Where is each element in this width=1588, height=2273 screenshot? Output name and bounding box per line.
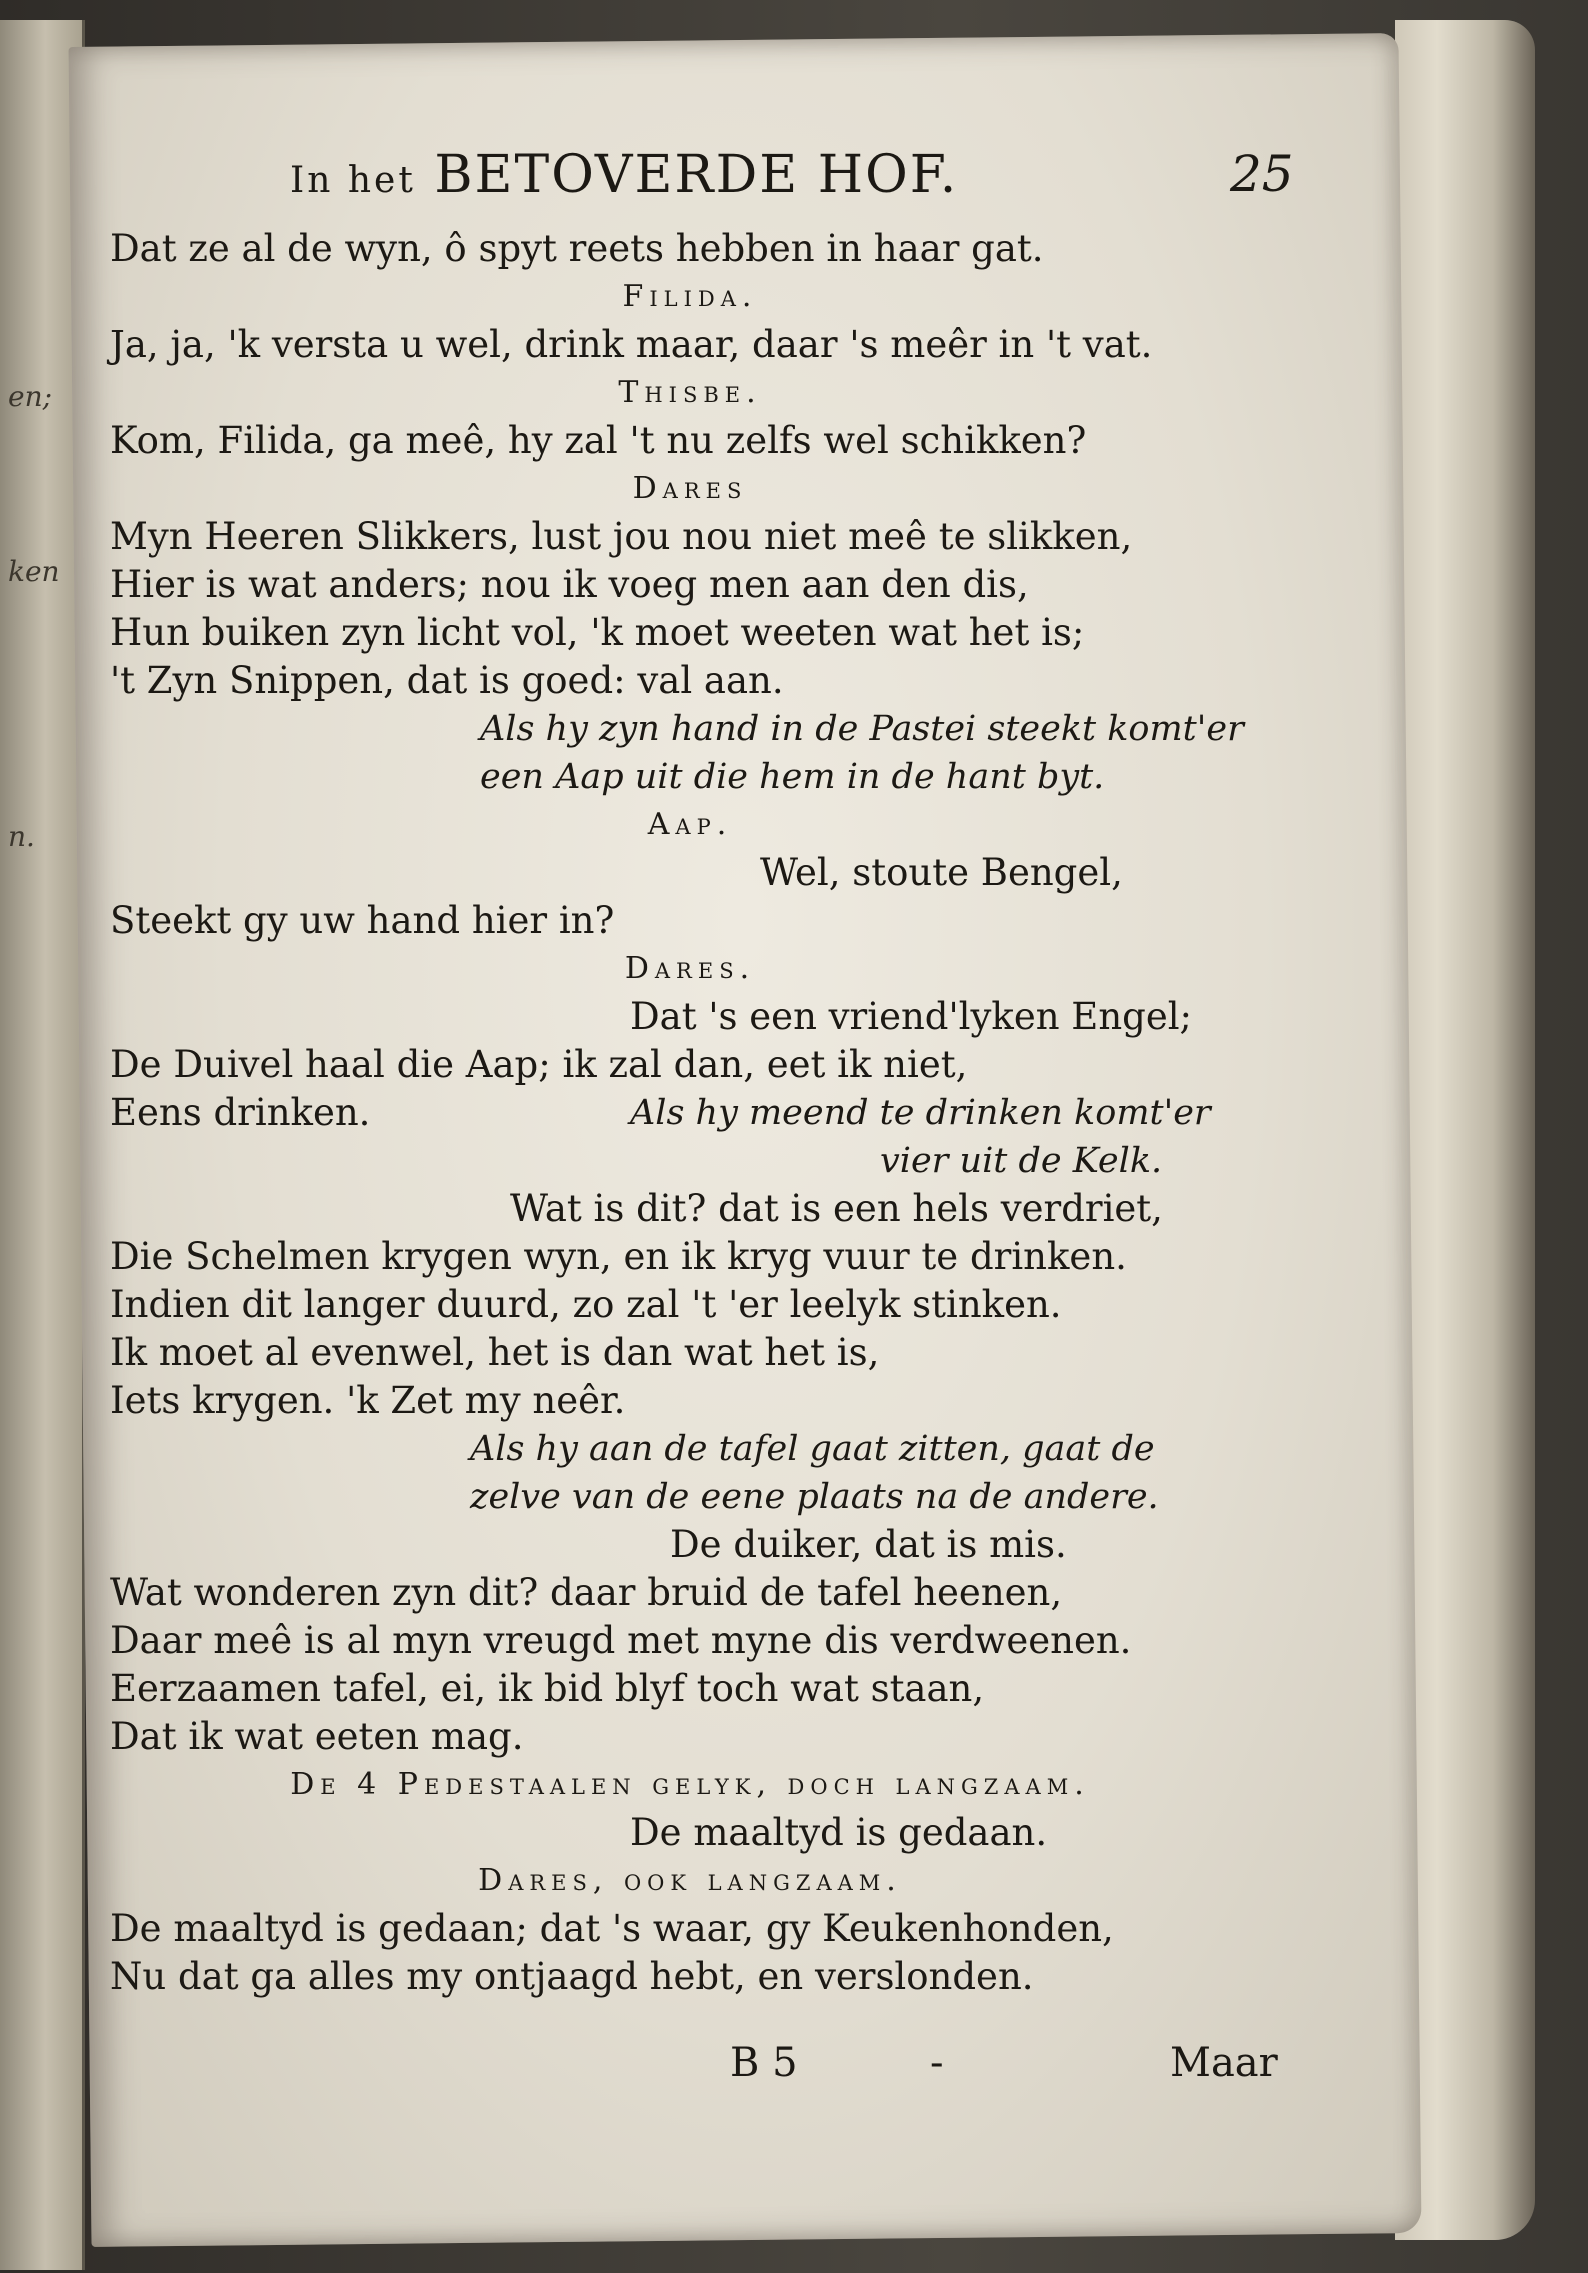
running-head-prefix: In het <box>290 160 416 201</box>
verse-line: Hun buiken zyn licht vol, 'k moet weeten wat het is; <box>110 611 1085 654</box>
verse-line: De duiker, dat is mis. <box>670 1523 1067 1566</box>
page-header <box>190 145 1310 215</box>
speaker-name: De 4 Pedestaalen gelyk, doch langzaam. <box>290 1767 1090 1802</box>
stage-direction: vier uit de Kelk. <box>880 1141 1163 1181</box>
verse-line: Steekt gy uw hand hier in? <box>110 899 615 942</box>
left-page-fragment: n. <box>8 820 35 853</box>
verse-line: 't Zyn Snippen, dat is goed: val aan. <box>110 659 784 702</box>
verse-line: Ik moet al evenwel, het is dan wat het is, <box>110 1331 880 1374</box>
left-page-fragment: ken <box>8 555 60 588</box>
speaker-name: Dares <box>632 471 748 506</box>
running-head <box>290 145 958 205</box>
page-footer <box>110 2040 1278 2090</box>
speaker-name: Dares. <box>624 951 756 986</box>
page-number: 25 <box>1230 145 1294 203</box>
verse-line-with-stage-direction <box>110 1089 1270 1137</box>
verse-line: Wat wonderen zyn dit? daar bruid de tafel heenen, <box>110 1571 1063 1614</box>
verse-line: De maaltyd is gedaan; dat 's waar, gy Keukenhonden, <box>110 1907 1114 1950</box>
running-head-title: BETOVERDE HOF. <box>434 145 959 205</box>
stage-direction: zelve van de eene plaats na de andere. <box>470 1477 1159 1517</box>
speaker-name: Dares, ook langzaam. <box>478 1863 902 1898</box>
verse-line: Hier is wat anders; nou ik voeg men aan den dis, <box>110 563 1029 606</box>
verse-line: Dat ik wat eeten mag. <box>110 1715 524 1758</box>
verse-line: Wel, stoute Bengel, <box>760 851 1123 894</box>
verse-line: Iets krygen. 'k Zet my neêr. <box>110 1379 626 1422</box>
verse-text: Eens drinken. <box>110 1091 371 1134</box>
verse-line: Indien dit langer duurd, zo zal 't 'er leelyk stinken. <box>110 1283 1062 1326</box>
stage-direction: een Aap uit die hem in de hant byt. <box>480 757 1105 797</box>
footer-dash: - <box>930 2040 944 2086</box>
stage-direction: Als hy zyn hand in de Pastei steekt komt'er <box>480 709 1244 749</box>
verse-line: Dat 's een vriend'lyken Engel; <box>630 995 1193 1038</box>
verse-line: Ja, ja, 'k versta u wel, drink maar, daar 's meêr in 't vat. <box>110 323 1153 366</box>
verse-line: Myn Heeren Slikkers, lust jou nou niet meê te slikken, <box>110 515 1133 558</box>
verse-line: De Duivel haal die Aap; ik zal dan, eet ik niet, <box>110 1043 968 1086</box>
verse-line: Die Schelmen krygen wyn, en ik kryg vuur te drinken. <box>110 1235 1127 1278</box>
verse-line: Eerzaamen tafel, ei, ik bid blyf toch wat staan, <box>110 1667 985 1710</box>
verse-line: Kom, Filida, ga meê, hy zal 't nu zelfs wel schikken? <box>110 419 1087 462</box>
play-text <box>110 225 1270 2001</box>
catchword: Maar <box>1170 2040 1278 2086</box>
signature-mark: B 5 <box>730 2040 798 2086</box>
speaker-name: Thisbe. <box>618 375 762 410</box>
verse-line: Wat is dit? dat is een hels verdriet, <box>510 1187 1163 1230</box>
speaker-name: Aap. <box>647 807 733 842</box>
verse-line: Dat ze al de wyn, ô spyt reets hebben in haar gat. <box>110 227 1044 270</box>
left-page-fragment: en; <box>8 380 53 413</box>
verse-line: Daar meê is al myn vreugd met myne dis verdweenen. <box>110 1619 1132 1662</box>
verse-line: De maaltyd is gedaan. <box>630 1811 1048 1854</box>
stage-direction: Als hy meend te drinken komt'er <box>630 1093 1211 1133</box>
speaker-name: Filida. <box>622 279 758 314</box>
verse-line: Nu dat ga alles my ontjaagd hebt, en verslonden. <box>110 1955 1034 1998</box>
stage-direction: Als hy aan de tafel gaat zitten, gaat de <box>470 1429 1155 1469</box>
